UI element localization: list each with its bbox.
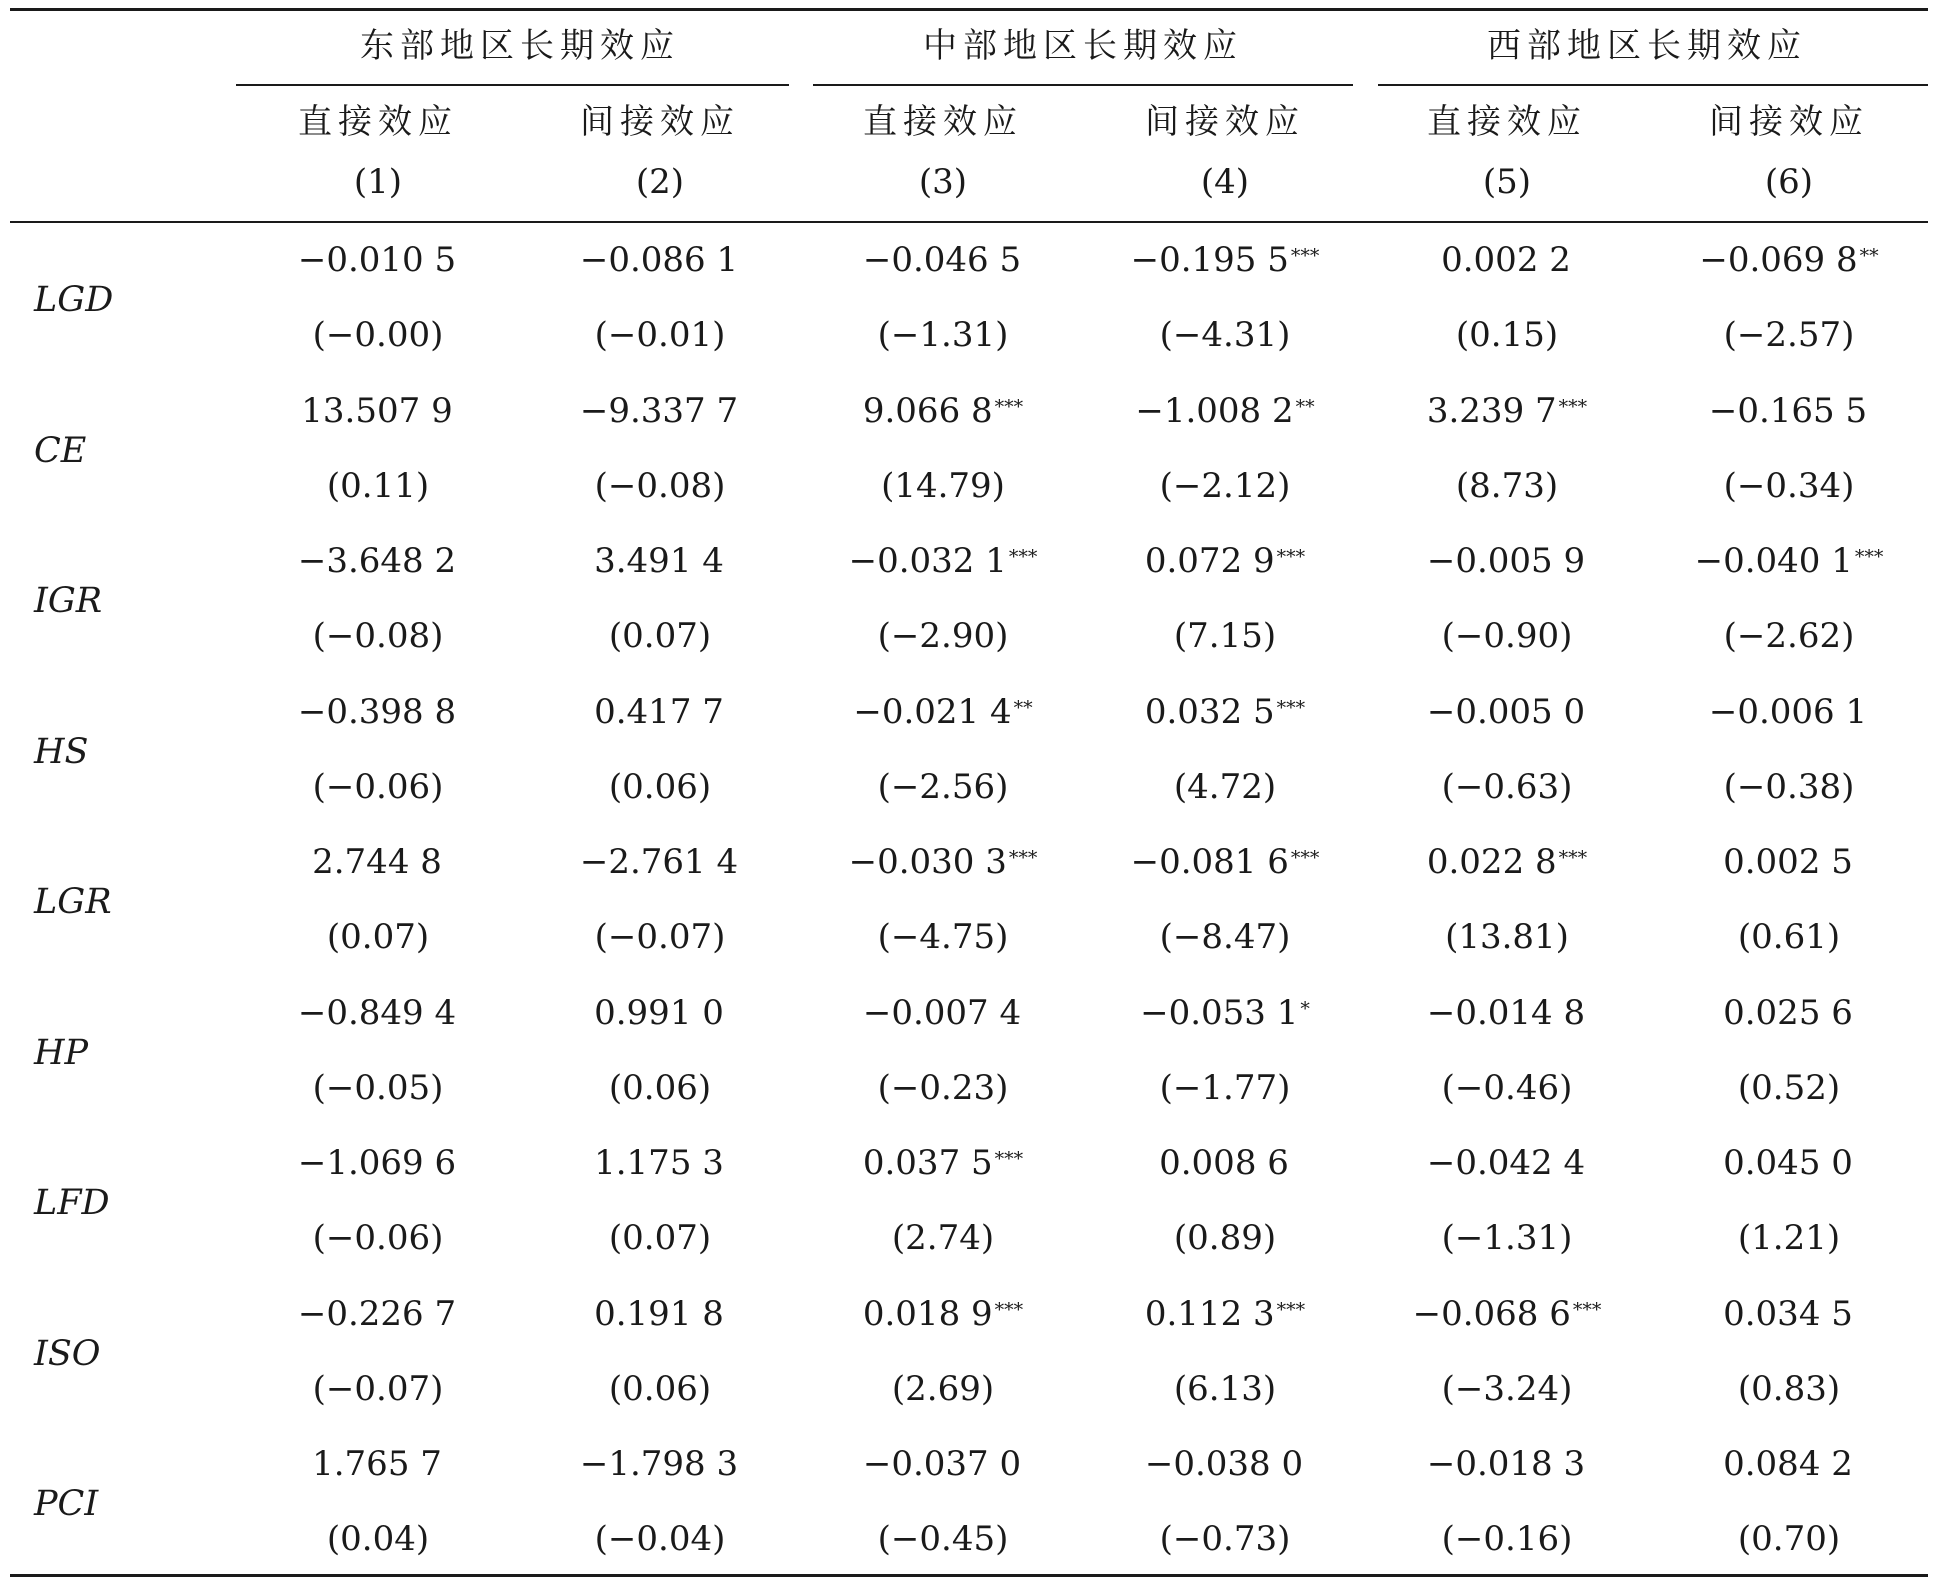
coefficient-cell (1131, 240, 1320, 280)
t-statistic-cell-text: (−1.77) (1159, 1067, 1291, 1108)
t-statistic-cell (1442, 1369, 1573, 1409)
coefficient-cell-text: 0.037 5 (862, 1143, 993, 1183)
variable-label-text: HS (34, 731, 89, 772)
coefficient-cell (1140, 993, 1310, 1033)
coefficient-cell (1427, 692, 1587, 732)
coefficient-cell (853, 692, 1032, 732)
coefficient-cell-text: −0.014 8 (1426, 992, 1586, 1033)
t-statistic-cell-text: (−2.57) (1723, 315, 1855, 355)
coefficient-cell-text: 2.744 8 (312, 842, 442, 882)
t-statistic-cell (1442, 1519, 1573, 1559)
group-header (1487, 26, 1807, 66)
coefficient-cell (1413, 1294, 1602, 1334)
coefficient-cell-text: 0.025 6 (1723, 992, 1853, 1033)
t-statistic-cell (313, 767, 444, 807)
coefficient-cell (1427, 541, 1587, 581)
coefficient-cell-text: −0.032 1 (848, 541, 1007, 581)
coefficient-cell-text: 3.239 7 (1426, 390, 1557, 431)
header-rule (10, 221, 1928, 223)
significance-stars: *** (1290, 847, 1320, 869)
t-statistic-cell (1724, 767, 1855, 807)
t-statistic-cell-text: (−0.38) (1723, 766, 1855, 807)
coefficient-cell (1441, 240, 1573, 280)
coefficient-cell (312, 1444, 444, 1484)
column-number (1201, 162, 1249, 202)
group-rule-central (813, 84, 1353, 86)
effect-header (580, 102, 740, 142)
t-statistic-cell (892, 1369, 994, 1409)
t-statistic-cell (1724, 315, 1855, 355)
column-number (354, 162, 402, 202)
t-statistic-cell-text: (0.89) (1173, 1218, 1277, 1258)
significance-stars: *** (994, 1148, 1024, 1170)
coefficient-cell (301, 391, 454, 431)
t-statistic-cell (595, 315, 726, 355)
t-statistic-cell-text: (0.06) (608, 766, 712, 807)
coefficient-cell-text: −0.021 4 (853, 691, 1012, 732)
t-statistic-cell-text: (−4.31) (1159, 315, 1291, 355)
t-statistic-cell (327, 917, 429, 957)
significance-stars: *** (1276, 546, 1306, 568)
variable-label (34, 280, 113, 320)
significance-stars: *** (1008, 847, 1038, 869)
t-statistic-cell-text: (−0.23) (877, 1067, 1009, 1108)
group-rule-east (236, 84, 789, 86)
significance-stars: ** (1013, 696, 1033, 719)
bottom-rule (10, 1574, 1928, 1577)
t-statistic-cell (1456, 315, 1558, 355)
t-statistic-cell-text: (6.13) (1173, 1368, 1277, 1409)
effect-header-text: 直接效应 (1427, 102, 1587, 142)
t-statistic-cell-text: (4.72) (1173, 766, 1277, 807)
coefficient-cell-text: −0.068 6 (1412, 1293, 1571, 1334)
coefficient-cell (1695, 541, 1884, 581)
t-statistic-cell (1445, 917, 1569, 957)
coefficient-cell-text: 0.008 6 (1159, 1143, 1289, 1183)
coefficient-cell-text: 0.072 9 (1144, 541, 1275, 581)
t-statistic-cell (1160, 315, 1291, 355)
coefficient-cell (1427, 1143, 1587, 1183)
coefficient-cell-text: 0.991 0 (594, 992, 724, 1033)
significance-stars: ** (1859, 245, 1879, 267)
t-statistic-cell-text: (0.52) (1737, 1067, 1841, 1108)
variable-label (34, 882, 112, 922)
coefficient-cell (298, 692, 458, 732)
column-number-text: (4) (1200, 162, 1250, 202)
t-statistic-cell (1738, 1218, 1840, 1258)
t-statistic-cell (878, 315, 1009, 355)
coefficient-cell-text: −1.069 6 (297, 1143, 457, 1183)
t-statistic-cell-text: (−2.56) (877, 766, 1009, 807)
coefficient-cell-text: −0.018 3 (1426, 1444, 1586, 1484)
coefficient-cell-text: 1.175 3 (594, 1143, 724, 1183)
t-statistic-cell (313, 1068, 444, 1108)
coefficient-cell (1135, 391, 1314, 431)
coefficient-cell-text: −0.040 1 (1694, 541, 1853, 581)
t-statistic-cell (313, 315, 444, 355)
coefficient-cell (594, 692, 726, 732)
coefficient-cell (863, 1143, 1023, 1183)
coefficient-cell-text: −0.030 3 (848, 842, 1007, 882)
coefficient-cell (594, 1294, 726, 1334)
coefficient-cell (580, 842, 740, 882)
coefficient-cell-text: −0.046 5 (862, 240, 1022, 280)
t-statistic-cell (327, 1519, 429, 1559)
coefficient-cell-text: 0.084 2 (1723, 1444, 1853, 1484)
column-number-text: (3) (918, 162, 968, 202)
column-number-text: (1) (353, 162, 403, 202)
coefficient-cell (1723, 842, 1855, 882)
variable-label (34, 1334, 101, 1374)
t-statistic-cell-text: (−0.07) (594, 917, 726, 957)
coefficient-cell-text: −3.648 2 (297, 541, 457, 581)
coefficient-cell-text: −0.005 9 (1426, 541, 1586, 581)
group-header (923, 26, 1243, 66)
variable-label (34, 431, 86, 471)
coefficient-cell-text: −0.081 6 (1130, 842, 1289, 882)
coefficient-cell-text: −1.798 3 (579, 1444, 739, 1484)
column-number-text: (6) (1764, 162, 1814, 202)
t-statistic-cell (595, 917, 726, 957)
variable-label (34, 1033, 88, 1073)
variable-label-text: LGD (34, 280, 114, 320)
coefficient-cell-text: −0.037 0 (862, 1444, 1022, 1484)
coefficient-cell (1145, 1294, 1305, 1334)
coefficient-cell-text: 0.018 9 (862, 1293, 993, 1334)
t-statistic-cell-text: (0.70) (1737, 1519, 1841, 1559)
t-statistic-cell (1442, 1218, 1573, 1258)
column-number (1483, 162, 1531, 202)
group-header-text: 中部地区长期效应 (923, 26, 1243, 66)
coefficient-cell (863, 993, 1023, 1033)
effect-header (863, 102, 1023, 142)
coefficient-cell-text: −0.226 7 (297, 1293, 457, 1334)
significance-stars: *** (1558, 847, 1588, 869)
significance-stars: *** (1290, 245, 1320, 267)
t-statistic-cell (1442, 767, 1573, 807)
t-statistic-cell (1724, 466, 1855, 506)
t-statistic-cell (1174, 767, 1276, 807)
coefficient-cell-text: −0.006 1 (1708, 691, 1868, 732)
coefficient-cell (298, 1143, 458, 1183)
coefficient-cell (594, 541, 726, 581)
t-statistic-cell-text: (0.07) (326, 917, 430, 957)
t-statistic-cell-text: (−2.90) (877, 616, 1009, 656)
t-statistic-cell (1174, 1218, 1276, 1258)
coefficient-cell-text: 0.191 8 (594, 1293, 724, 1334)
t-statistic-cell-text: (0.83) (1737, 1368, 1841, 1409)
coefficient-cell (863, 1444, 1023, 1484)
coefficient-cell-text: −0.038 0 (1144, 1444, 1304, 1484)
t-statistic-cell (878, 1068, 1009, 1108)
t-statistic-cell-text: (−0.06) (312, 766, 444, 807)
t-statistic-cell-text: (−0.07) (312, 1368, 444, 1409)
column-number (636, 162, 684, 202)
effect-header-text: 间接效应 (1145, 102, 1305, 142)
t-statistic-cell-text: (0.07) (608, 616, 712, 656)
column-number (919, 162, 967, 202)
coefficient-cell (1709, 692, 1869, 732)
t-statistic-cell-text: (−1.31) (1441, 1218, 1573, 1258)
t-statistic-cell (1738, 1519, 1840, 1559)
coefficient-cell (580, 1444, 740, 1484)
coefficient-cell-text: −0.086 1 (579, 240, 739, 280)
coefficient-cell-text: −0.010 5 (297, 240, 457, 280)
t-statistic-cell-text: (−0.16) (1441, 1519, 1573, 1559)
t-statistic-cell (878, 767, 1009, 807)
coefficient-cell-text: 0.032 5 (1144, 691, 1275, 732)
coefficient-cell-text: −0.005 0 (1426, 691, 1586, 732)
coefficient-cell-text: −1.008 2 (1135, 390, 1294, 431)
t-statistic-cell (1456, 466, 1558, 506)
coefficient-cell (298, 993, 458, 1033)
t-statistic-cell (595, 466, 726, 506)
group-header-text: 东部地区长期效应 (360, 26, 680, 66)
coefficient-cell (594, 993, 726, 1033)
coefficient-cell-text: 3.491 4 (594, 541, 724, 581)
t-statistic-cell (1160, 466, 1291, 506)
variable-label-text: PCI (34, 1484, 99, 1524)
variable-label-text: CE (34, 430, 87, 471)
t-statistic-cell-text: (−2.12) (1159, 465, 1291, 506)
column-number (1765, 162, 1813, 202)
t-statistic-cell (1160, 1068, 1291, 1108)
significance-stars: *** (1276, 1298, 1306, 1321)
t-statistic-cell-text: (−4.75) (877, 917, 1009, 957)
t-statistic-cell (1442, 616, 1573, 656)
coefficient-cell (863, 1294, 1023, 1334)
t-statistic-cell-text: (0.11) (326, 465, 430, 506)
t-statistic-cell-text: (0.61) (1737, 917, 1841, 957)
coefficient-cell (298, 1294, 458, 1334)
t-statistic-cell-text: (0.07) (608, 1218, 712, 1258)
t-statistic-cell (609, 616, 711, 656)
t-statistic-cell (892, 1218, 994, 1258)
coefficient-cell (580, 391, 740, 431)
t-statistic-cell (1738, 917, 1840, 957)
significance-stars: *** (1854, 546, 1884, 568)
t-statistic-cell-text: (−0.06) (312, 1218, 444, 1258)
coefficient-cell (1145, 1444, 1305, 1484)
coefficient-cell-text: −0.053 1 (1140, 992, 1299, 1033)
t-statistic-cell-text: (−0.46) (1441, 1067, 1573, 1108)
t-statistic-cell (1724, 616, 1855, 656)
t-statistic-cell-text: (2.74) (891, 1218, 995, 1258)
t-statistic-cell-text: (−0.73) (1159, 1519, 1291, 1559)
coefficient-cell-text: 1.765 7 (312, 1444, 442, 1484)
t-statistic-cell (609, 1369, 711, 1409)
t-statistic-cell-text: (−0.90) (1441, 616, 1573, 656)
t-statistic-cell-text: (−1.31) (877, 315, 1009, 355)
effect-header-text: 直接效应 (863, 102, 1023, 142)
t-statistic-cell (881, 466, 1005, 506)
variable-label (34, 1183, 110, 1223)
t-statistic-cell-text: (2.69) (891, 1368, 995, 1409)
t-statistic-cell-text: (−0.34) (1723, 465, 1855, 506)
t-statistic-cell (313, 1218, 444, 1258)
t-statistic-cell-text: (−0.04) (594, 1519, 726, 1559)
t-statistic-cell (1174, 616, 1276, 656)
coefficient-cell (1427, 1444, 1587, 1484)
t-statistic-cell-text: (−0.05) (312, 1067, 444, 1108)
variable-label (34, 581, 102, 621)
t-statistic-cell-text: (−2.62) (1723, 616, 1855, 656)
t-statistic-cell (1442, 1068, 1573, 1108)
t-statistic-cell (595, 1519, 726, 1559)
coefficient-cell (849, 541, 1038, 581)
t-statistic-cell-text: (0.06) (608, 1368, 712, 1409)
coefficient-cell (580, 240, 740, 280)
variable-label-text: LFD (34, 1183, 110, 1223)
effect-header (1427, 102, 1587, 142)
variable-label-text: ISO (34, 1333, 101, 1374)
coefficient-cell (1723, 1444, 1855, 1484)
coefficient-cell-text: 9.066 8 (862, 390, 993, 431)
coefficient-cell (1145, 692, 1305, 732)
significance-stars: *** (994, 395, 1024, 418)
t-statistic-cell (609, 1068, 711, 1108)
coefficient-cell (1427, 842, 1587, 882)
coefficient-cell (1159, 1143, 1291, 1183)
coefficient-cell-text: −0.849 4 (297, 992, 457, 1033)
coefficient-cell-text: 0.417 7 (594, 691, 724, 732)
coefficient-cell (1723, 993, 1855, 1033)
coefficient-cell-text: −2.761 4 (579, 842, 739, 882)
coefficient-cell-text: 0.045 0 (1723, 1143, 1853, 1183)
coefficient-cell-text: 0.022 8 (1426, 842, 1557, 882)
t-statistic-cell (1174, 1369, 1276, 1409)
effect-header-text: 间接效应 (1709, 102, 1869, 142)
t-statistic-cell-text: (7.15) (1173, 616, 1277, 656)
t-statistic-cell (327, 466, 429, 506)
coefficient-cell-text: −0.069 8 (1699, 240, 1858, 280)
coefficient-cell (1723, 1143, 1855, 1183)
coefficient-cell (1145, 541, 1305, 581)
coefficient-cell-text: −0.398 8 (297, 691, 457, 732)
group-header-text: 西部地区长期效应 (1487, 26, 1807, 66)
t-statistic-cell (1160, 917, 1291, 957)
variable-label-text: LGR (34, 882, 112, 922)
coefficient-cell (849, 842, 1038, 882)
variable-label-text: HP (34, 1032, 89, 1073)
group-header (360, 26, 680, 66)
t-statistic-cell (1738, 1068, 1840, 1108)
t-statistic-cell (313, 1369, 444, 1409)
t-statistic-cell (313, 616, 444, 656)
coefficient-cell-text: −0.165 5 (1708, 390, 1868, 431)
t-statistic-cell-text: (0.06) (608, 1067, 712, 1108)
column-number-text: (5) (1482, 162, 1532, 202)
coefficient-cell-text: −0.195 5 (1130, 240, 1289, 280)
coefficient-cell (863, 391, 1023, 431)
coefficient-cell (1427, 993, 1587, 1033)
coefficient-cell-text: 0.002 2 (1441, 240, 1571, 280)
significance-stars: ** (1295, 395, 1315, 418)
t-statistic-cell (878, 616, 1009, 656)
t-statistic-cell-text: (−8.47) (1159, 917, 1291, 957)
coefficient-cell (1723, 1294, 1855, 1334)
effect-header-text: 直接效应 (298, 102, 458, 142)
t-statistic-cell-text: (1.21) (1737, 1218, 1841, 1258)
t-statistic-cell (1160, 1519, 1291, 1559)
t-statistic-cell-text: (−0.08) (312, 616, 444, 656)
effect-header (1145, 102, 1305, 142)
coefficient-cell (863, 240, 1023, 280)
t-statistic-cell (609, 767, 711, 807)
variable-label (34, 1484, 98, 1524)
significance-stars: *** (1558, 395, 1588, 418)
t-statistic-cell-text: (−3.24) (1441, 1368, 1573, 1409)
coefficient-cell (1699, 240, 1878, 280)
t-statistic-cell-text: (8.73) (1455, 465, 1559, 506)
coefficient-cell-text: 0.034 5 (1723, 1293, 1853, 1334)
t-statistic-cell-text: (−0.00) (312, 315, 444, 355)
top-rule (10, 8, 1928, 11)
variable-label-text: IGR (34, 581, 103, 621)
significance-stars: *** (1572, 1298, 1602, 1321)
t-statistic-cell (609, 1218, 711, 1258)
t-statistic-cell-text: (−0.45) (877, 1519, 1009, 1559)
coefficient-cell-text: 0.112 3 (1144, 1293, 1275, 1334)
t-statistic-cell (878, 917, 1009, 957)
coefficient-cell (594, 1143, 726, 1183)
t-statistic-cell-text: (0.15) (1455, 315, 1559, 355)
column-number-text: (2) (635, 162, 685, 202)
coefficient-cell-text: −0.042 4 (1426, 1143, 1586, 1183)
group-rule-west (1378, 84, 1928, 86)
coefficient-cell-text: −9.337 7 (579, 390, 739, 431)
coefficient-cell (1427, 391, 1587, 431)
coefficient-cell (298, 240, 458, 280)
effect-header (1709, 102, 1869, 142)
t-statistic-cell-text: (−0.08) (594, 465, 726, 506)
effect-header-text: 间接效应 (580, 102, 740, 142)
significance-stars: *** (1008, 546, 1038, 568)
coefficient-cell (298, 541, 458, 581)
t-statistic-cell-text: (14.79) (881, 465, 1005, 506)
variable-label (34, 732, 89, 772)
coefficient-cell-text: −0.007 4 (862, 992, 1022, 1033)
coefficient-cell (1709, 391, 1869, 431)
t-statistic-cell (878, 1519, 1009, 1559)
significance-stars: *** (994, 1298, 1024, 1321)
t-statistic-cell (1738, 1369, 1840, 1409)
coefficient-cell (312, 842, 444, 882)
significance-stars: * (1300, 997, 1310, 1020)
effect-header (298, 102, 458, 142)
coefficient-cell-text: 0.002 5 (1723, 842, 1853, 882)
coefficient-cell-text: 13.507 9 (301, 390, 453, 431)
t-statistic-cell-text: (13.81) (1445, 917, 1569, 957)
coefficient-cell (1131, 842, 1320, 882)
t-statistic-cell-text: (−0.01) (594, 315, 726, 355)
t-statistic-cell-text: (−0.63) (1441, 766, 1573, 807)
significance-stars: *** (1276, 696, 1306, 719)
t-statistic-cell-text: (0.04) (326, 1519, 430, 1559)
